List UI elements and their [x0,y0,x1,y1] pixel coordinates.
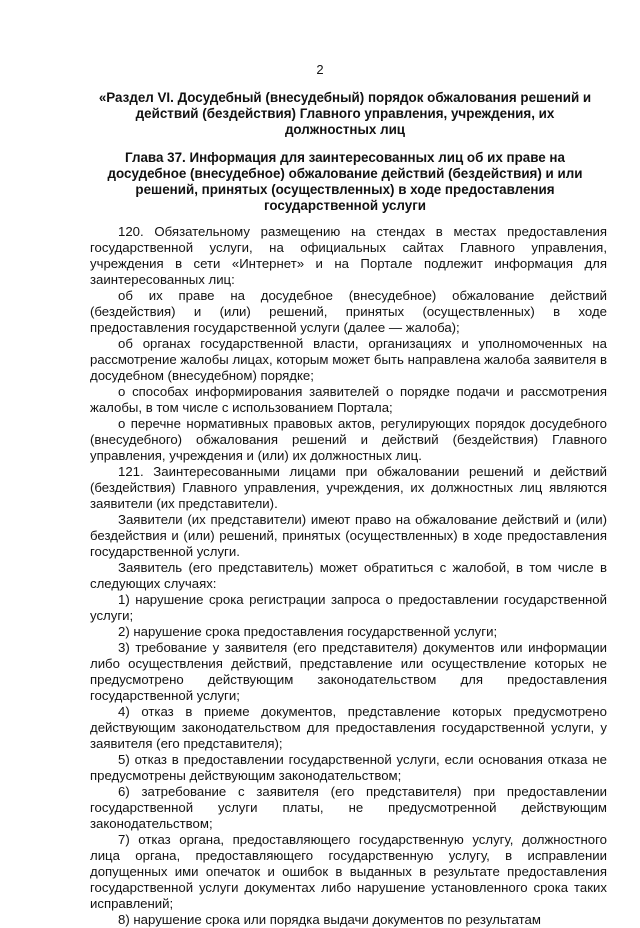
list-item-5: 5) отказ в предоставлении государственной услуги, если основания отказа не предусмотрены действующим законодательством; [90,752,607,783]
list-item-1: 1) нарушение срока регистрации запроса о предоставлении государственной услуги; [90,592,607,623]
paragraph-informing-methods: о способах информирования заявителей о порядке подачи и рассмотрения жалобы, в том числе с использованием Портала; [90,384,607,415]
paragraph-right-to-appeal: об их праве на досудебное (внесудебное) обжалование действий (бездействия) и (или) решений, принятых (осуществленных) в ходе предоставления государственной услуги (далее — жалоба); [90,288,607,335]
page-number: 2 [316,62,324,77]
paragraph-authorities: об органах государственной власти, организациях и уполномоченных на рассмотрение жалобы лицах, которым может быть направлена жалоба заявителя в досудебном (внесудебном) порядке; [90,336,607,383]
paragraph-legal-acts: о перечне нормативных правовых актов, регулирующих порядок досудебного (внесудебного) обжалования решений и действий (бездействия) Главного управления, учреждения и (или) их должностных лиц. [90,416,607,463]
list-item-3: 3) требование у заявителя (его представителя) документов или информации либо осуществления действий, представление или осуществление которых не предусмотрено действующим законодательством для предоставления государственной услуги; [90,640,607,703]
list-item-4: 4) отказ в приеме документов, представление которых предусмотрено действующим законодательством для предоставления государственной услуги, у заявителя (его представителя); [90,704,607,751]
list-item-8: 8) нарушение срока или порядка выдачи документов по результатам [118,912,541,927]
list-item-7: 7) отказ органа, предоставляющего государственную услугу, должностного лица органа, предоставляющего государственную услугу, в исправлении допущенных ими опечаток и ошибок в выданных в результате предоставления государственной услуги документах либо нарушение установленного срока таких исправлений; [90,832,607,911]
document-body [90,224,607,928]
section-title: «Раздел VI. Досудебный (внесудебный) порядок обжалования решений и действий (бездействия) Главного управления, учреждения, их должностных лиц [98,90,592,137]
paragraph-120: 120. Обязательному размещению на стендах в местах предоставления государственной услуги, на официальных сайтах Главного управления, учреждения в сети «Интернет» и на Портале подлежит информация для заинтересованных лиц: [90,224,607,287]
paragraph-121: 121. Заинтересованными лицами при обжаловании решений и действий (бездействия) Главного управления, учреждения, их должностных лиц являются заявители (их представители). [90,464,607,511]
chapter-title: Глава 37. Информация для заинтересованных лиц об их праве на досудебное (внесудебное) обжалование действий (бездействия) и или решений, принятых (осуществленных) в ходе предоставления государственной услуги [107,150,583,213]
paragraph-applicant-rights: Заявители (их представители) имеют право на обжалование действий и (или) бездействия и (или) решений, принятых (осуществленных) в ходе предоставления государственной услуги. [90,512,607,559]
paragraph-cases-intro: Заявитель (его представитель) может обратиться с жалобой, в том числе в следующих случаях: [90,560,607,591]
list-item-6: 6) затребование с заявителя (его представителя) при предоставлении государственной услуги платы, не предусмотренной действующим законодательством; [90,784,607,831]
list-item-2: 2) нарушение срока предоставления государственной услуги; [118,624,498,639]
